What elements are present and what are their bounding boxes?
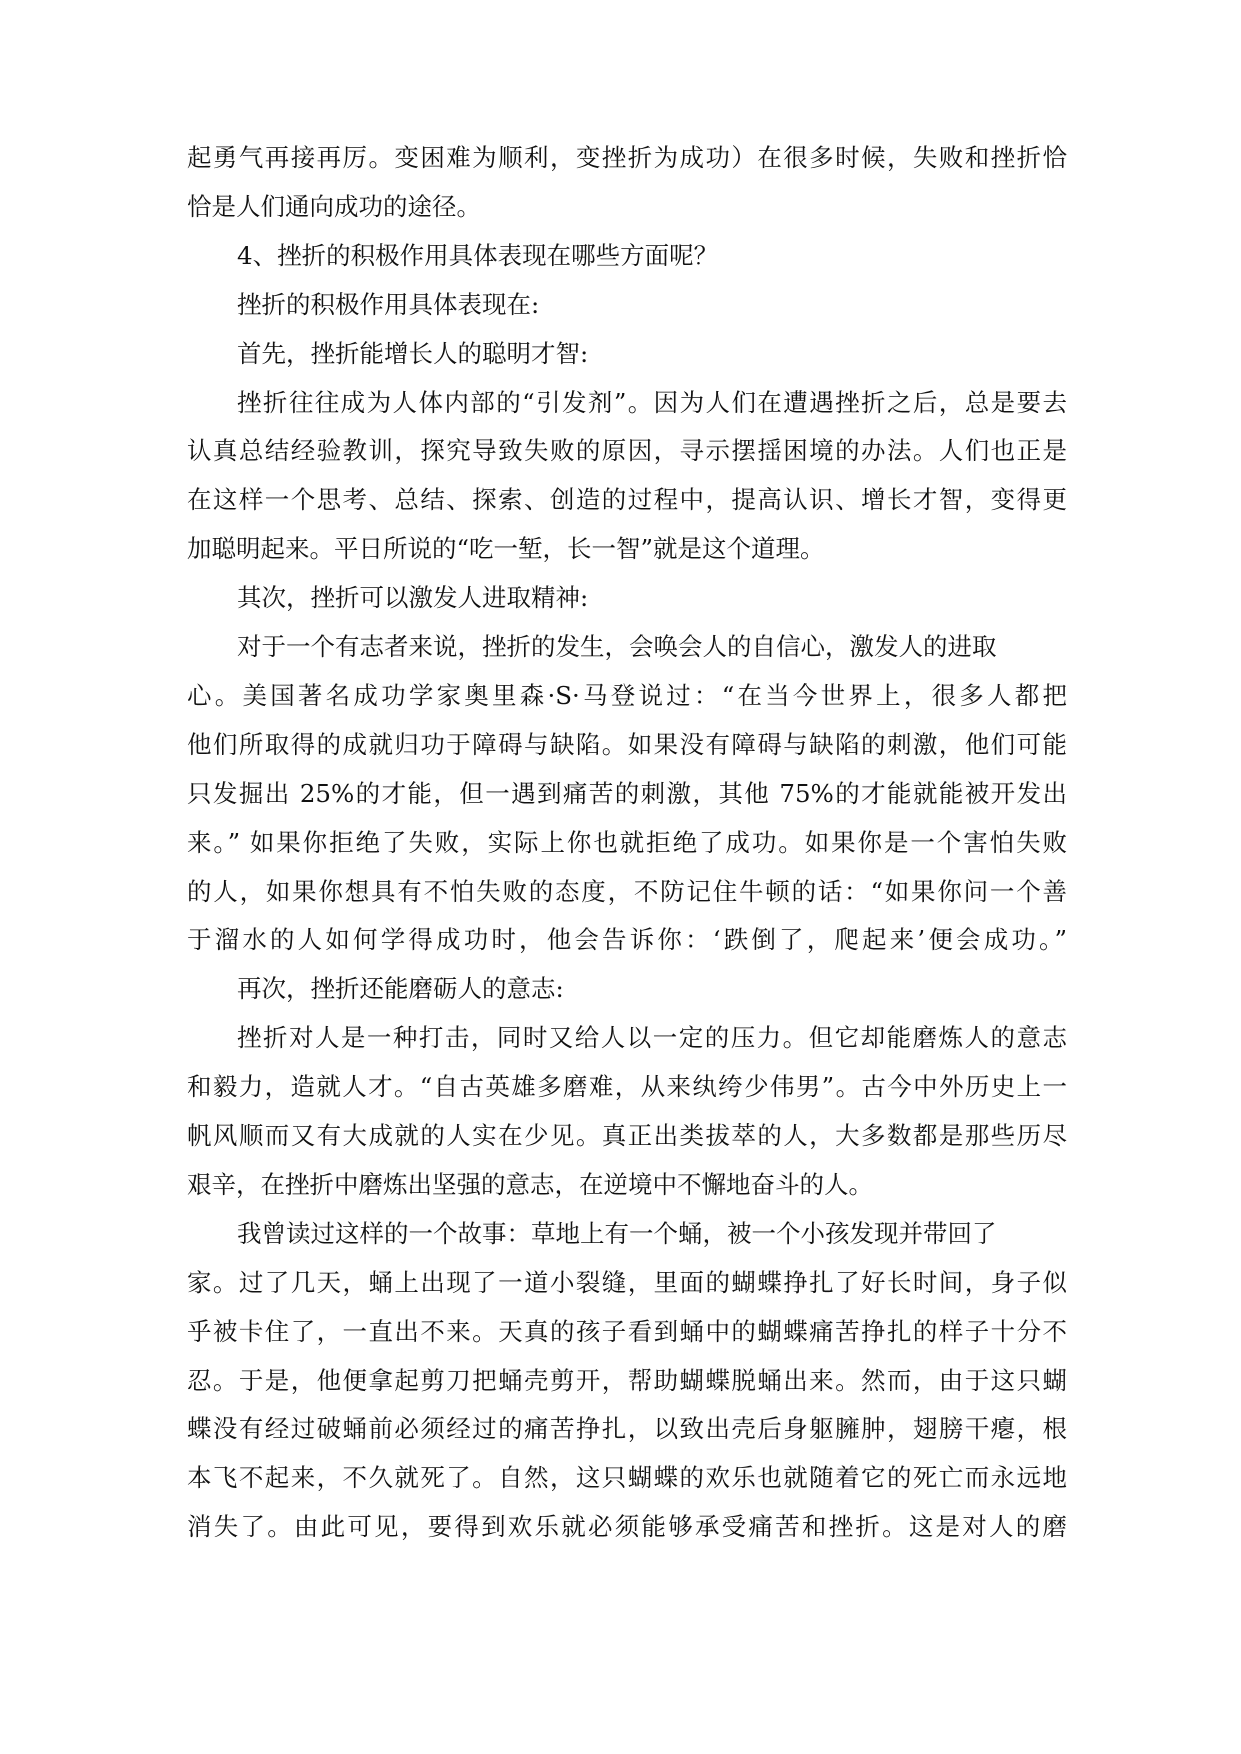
text-line: 恰是人们通向成功的途径。 [187, 192, 481, 221]
text-line: 其次，挫折可以激发人进取精神: [237, 583, 589, 612]
text-line: 加聪明起来。平日所说的“吃一堑，长一智”就是这个道理。 [187, 534, 825, 563]
text-line: 的人，如果你想具有不怕失败的态度，不防记住牛顿的话：“如果你问一个善 [187, 877, 1067, 906]
text-line: 和毅力，造就人才。“自古英雄多磨难，从来纨绔少伟男”。古今中外历史上一 [187, 1072, 1067, 1101]
text-line: 他们所取得的成就归功于障碍与缺陷。如果没有障碍与缺陷的刺激，他们可能 [187, 730, 1067, 759]
text-line: 挫折往往成为人体内部的“引发剂”。因为人们在遭遇挫折之后，总是要去 [237, 388, 1067, 417]
text-line: 起勇气再接再厉。变困难为顺利，变挫折为成功）在很多时候，失败和挫折恰 [187, 143, 1067, 172]
text-line: 本飞不起来，不久就死了。自然，这只蝴蝶的欢乐也就随着它的死亡而永远地 [187, 1463, 1067, 1492]
text-line: 首先，挫折能增长人的聪明才智: [237, 339, 589, 368]
text-line: 在这样一个思考、总结、探索、创造的过程中，提高认识、增长才智，变得更 [187, 485, 1067, 514]
text-line: 挫折对人是一种打击，同时又给人以一定的压力。但它却能磨炼人的意志 [237, 1023, 1067, 1052]
text-line: 帆风顺而又有大成就的人实在少见。真正出类拔萃的人，大多数都是那些历尽 [187, 1121, 1067, 1150]
text-line: 挫折的积极作用具体表现在: [237, 290, 540, 319]
text-line: 只发掘出 25%的才能，但一遇到痛苦的刺激，其他 75%的才能就能被开发出 [187, 779, 1067, 808]
text-line: 家。过了几天，蛹上出现了一道小裂缝，里面的蝴蝶挣扎了好长时间，身子似 [187, 1268, 1067, 1297]
text-line: 消失了。由此可见，要得到欢乐就必须能够承受痛苦和挫折。这是对人的磨 [187, 1512, 1067, 1541]
text-line: 再次，挫折还能磨砺人的意志: [237, 974, 564, 1003]
text-line: 于溜水的人如何学得成功时，他会告诉你：‘跌倒了，爬起来’便会成功。” [187, 925, 1067, 954]
text-line: 认真总结经验教训，探究导致失败的原因，寻示摆揺困境的办法。人们也正是 [187, 436, 1067, 465]
text-line: 我曾读过这样的一个故事：草地上有一个蛹，被一个小孩发现并带回了 [237, 1219, 997, 1248]
text-line: 对于一个有志者来说，挫折的发生，会唤会人的自信心，激发人的进取 [237, 632, 997, 661]
text-line: 艰辛，在挫折中磨炼出坚强的意志，在逆境中不懈地奋斗的人。 [187, 1170, 873, 1199]
text-line: 来。” 如果你拒绝了失败，实际上你也就拒绝了成功。如果你是一个害怕失败 [187, 828, 1067, 857]
text-line: 4、挫折的积极作用具体表现在哪些方面呢？ [237, 241, 719, 270]
text-line: 忍。于是，他便拿起剪刀把蛹壳剪开，帮助蝴蝶脱蛹出来。然而，由于这只蝴 [187, 1366, 1067, 1395]
text-line: 蝶没有经过破蛹前必须经过的痛苦挣扎，以致出壳后身躯臃肿，翅膀干瘪，根 [187, 1414, 1067, 1443]
text-line: 心。美国著名成功学家奥里森·S·马登说过：“在当今世界上，很多人都把 [187, 681, 1067, 710]
text-line: 乎被卡住了，一直出不来。天真的孩子看到蛹中的蝴蝶痛苦挣扎的样子十分不 [187, 1317, 1067, 1346]
